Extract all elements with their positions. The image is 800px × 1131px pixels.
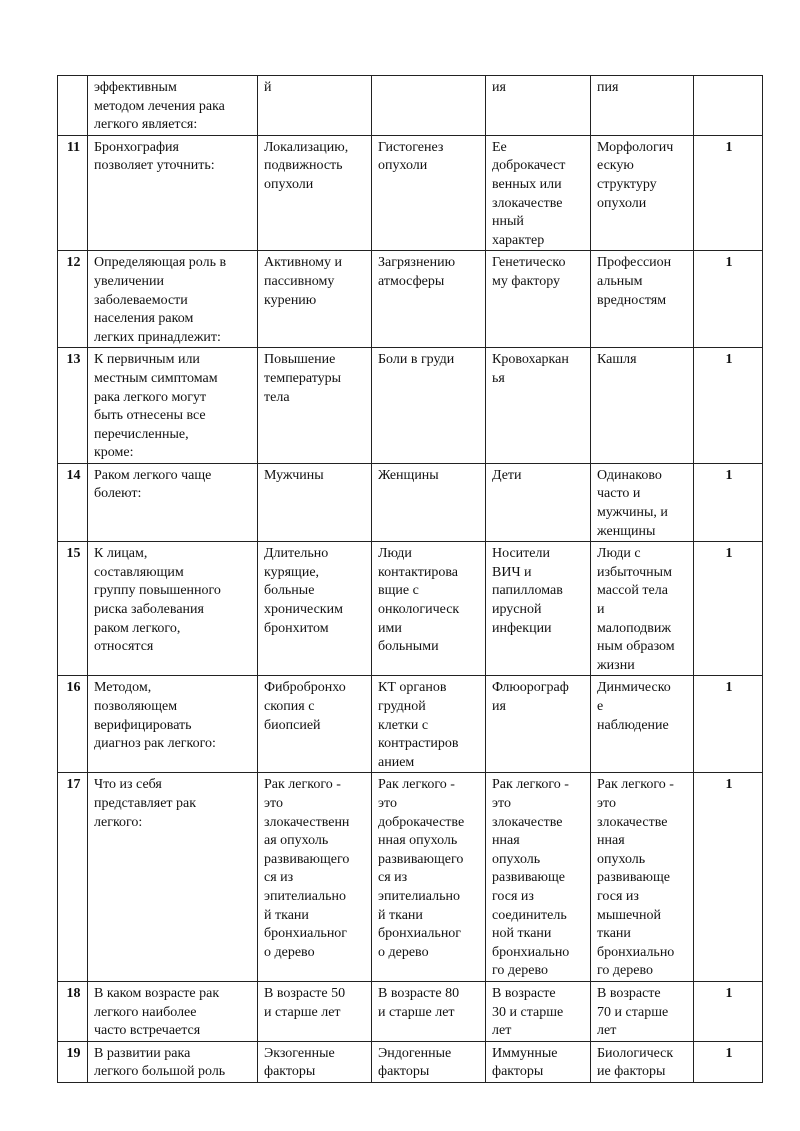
answer-option-c: Рак легкого - это злокачестве нная опухоль развивающе гося из соединитель ной ткани бронхиально го дерево	[486, 773, 591, 982]
question-text: Методом, позволяющем верифицировать диагноз рак легкого:	[88, 676, 258, 773]
answer-option-d: Рак легкого - это злокачестве нная опухоль развивающе гося из мышечной ткани бронхиально го дерево	[591, 773, 694, 982]
table-row	[58, 251, 763, 348]
answer-option-b: Рак легкого - это доброкачестве нная опухоль развивающего ся из эпителиально й ткани бронхиальног о дерево	[372, 773, 486, 982]
question-text: К лицам, составляющим группу повышенного риска заболевания раком легкого, относятся	[88, 542, 258, 676]
score: 1	[694, 348, 763, 464]
answer-option-c: Носители ВИЧ и папилломав ирусной инфекции	[486, 542, 591, 676]
table-row	[58, 773, 763, 982]
question-text: Бронхография позволяет уточнить:	[88, 135, 258, 251]
score: 1	[694, 1041, 763, 1082]
score: 1	[694, 773, 763, 982]
question-number: 16	[58, 676, 88, 773]
table-row	[58, 348, 763, 464]
question-text: В каком возрасте рак легкого наиболее часто встречается	[88, 981, 258, 1041]
table-row	[58, 76, 763, 136]
question-text: Что из себя представляет рак легкого:	[88, 773, 258, 982]
answer-option-c: Кровохаркан ья	[486, 348, 591, 464]
answer-option-d: Одинаково часто и мужчины, и женщины	[591, 463, 694, 541]
question-number: 17	[58, 773, 88, 982]
table-body	[58, 76, 763, 1083]
answer-option-c: В возрасте 30 и старше лет	[486, 981, 591, 1041]
table-row	[58, 463, 763, 541]
answer-option-a: Фибробронхо скопия с биопсией	[258, 676, 372, 773]
answer-option-b	[372, 76, 486, 136]
score: 1	[694, 981, 763, 1041]
answer-option-d: Динмическо е наблюдение	[591, 676, 694, 773]
answer-option-c: ия	[486, 76, 591, 136]
question-text: К первичным или местным симптомам рака легкого могут быть отнесены все перечисленные, кроме:	[88, 348, 258, 464]
answer-option-a: Локализацию, подвижность опухоли	[258, 135, 372, 251]
answer-option-c: Иммунные факторы	[486, 1041, 591, 1082]
answer-option-b: КТ органов грудной клетки с контрастиров анием	[372, 676, 486, 773]
answer-option-a: Повышение температуры тела	[258, 348, 372, 464]
question-text: эффективным методом лечения рака легкого является:	[88, 76, 258, 136]
table-row	[58, 676, 763, 773]
answer-option-a: В возрасте 50 и старше лет	[258, 981, 372, 1041]
question-number: 18	[58, 981, 88, 1041]
answer-option-d: Кашля	[591, 348, 694, 464]
answer-option-c: Генетическо му фактору	[486, 251, 591, 348]
question-number: 15	[58, 542, 88, 676]
answer-option-a: Активному и пассивному курению	[258, 251, 372, 348]
score: 1	[694, 135, 763, 251]
answer-option-c: Ее доброкачест венных или злокачестве нный характер	[486, 135, 591, 251]
test-questions-table	[57, 75, 763, 1083]
answer-option-d: Биологическ ие факторы	[591, 1041, 694, 1082]
question-number: 11	[58, 135, 88, 251]
answer-option-a: Рак легкого - это злокачественн ая опухоль развивающего ся из эпителиально й ткани бронхиальног о дерево	[258, 773, 372, 982]
answer-option-b: Гистогенез опухоли	[372, 135, 486, 251]
score	[694, 76, 763, 136]
question-number	[58, 76, 88, 136]
question-text: Определяющая роль в увеличении заболеваемости населения раком легких принадлежит:	[88, 251, 258, 348]
question-number: 13	[58, 348, 88, 464]
answer-option-c: Флюорограф ия	[486, 676, 591, 773]
score: 1	[694, 676, 763, 773]
answer-option-b: Люди контактирова вщие с онкологическ ими больными	[372, 542, 486, 676]
table-row	[58, 542, 763, 676]
score: 1	[694, 463, 763, 541]
question-text: Раком легкого чаще болеют:	[88, 463, 258, 541]
answer-option-b: Боли в груди	[372, 348, 486, 464]
question-text: В развитии рака легкого большой роль	[88, 1041, 258, 1082]
table-row	[58, 135, 763, 251]
score: 1	[694, 542, 763, 676]
answer-option-a: Длительно курящие, больные хроническим бронхитом	[258, 542, 372, 676]
answer-option-b: Эндогенные факторы	[372, 1041, 486, 1082]
answer-option-b: Загрязнению атмосферы	[372, 251, 486, 348]
answer-option-a: Экзогенные факторы	[258, 1041, 372, 1082]
score: 1	[694, 251, 763, 348]
question-number: 19	[58, 1041, 88, 1082]
table-row	[58, 1041, 763, 1082]
answer-option-b: В возрасте 80 и старше лет	[372, 981, 486, 1041]
answer-option-d: пия	[591, 76, 694, 136]
question-number: 12	[58, 251, 88, 348]
answer-option-b: Женщины	[372, 463, 486, 541]
answer-option-d: Люди с избыточным массой тела и малоподвиж ным образом жизни	[591, 542, 694, 676]
answer-option-d: Морфологич ескую структуру опухоли	[591, 135, 694, 251]
answer-option-c: Дети	[486, 463, 591, 541]
answer-option-d: В возрасте 70 и старше лет	[591, 981, 694, 1041]
answer-option-d: Профессион альным вредностям	[591, 251, 694, 348]
answer-option-a: Мужчины	[258, 463, 372, 541]
question-number: 14	[58, 463, 88, 541]
answer-option-a: й	[258, 76, 372, 136]
table-row	[58, 981, 763, 1041]
